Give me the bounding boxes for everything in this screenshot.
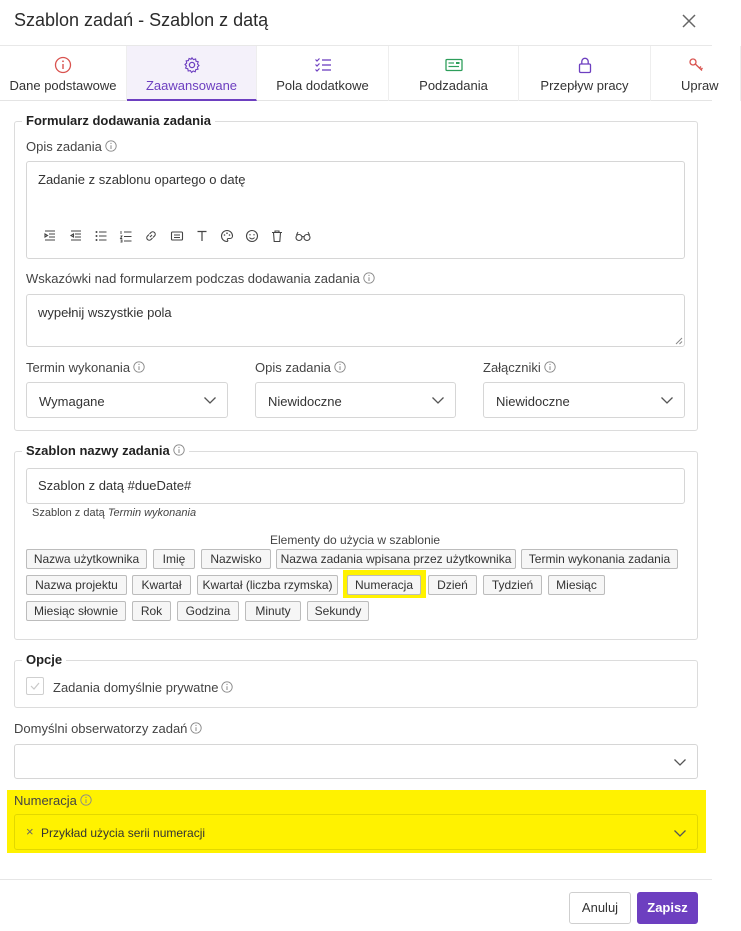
palette-icon[interactable] bbox=[220, 229, 234, 243]
tag-hour[interactable]: Godzina bbox=[177, 601, 239, 621]
chevron-down-icon bbox=[431, 395, 445, 405]
info-icon bbox=[544, 361, 556, 373]
cancel-button[interactable]: Anuluj bbox=[569, 892, 631, 924]
chevron-down-icon bbox=[673, 757, 687, 767]
link-icon[interactable] bbox=[144, 229, 158, 243]
tab-advanced[interactable] bbox=[127, 46, 257, 101]
hints-label: Wskazówki nad formularzem podczas dodawania zadania bbox=[26, 271, 375, 286]
tag-user-name[interactable]: Nazwa użytkownika bbox=[26, 549, 147, 569]
attachments-select[interactable] bbox=[483, 382, 685, 418]
dialog-title: Szablon zadań - Szablon z datą bbox=[14, 10, 269, 30]
chevron-down-icon bbox=[203, 395, 217, 405]
tab-extra-fields[interactable] bbox=[257, 46, 389, 101]
lock-icon bbox=[576, 56, 594, 74]
select-value: Wymagane bbox=[39, 394, 105, 409]
emoji-icon[interactable] bbox=[245, 229, 259, 243]
info-icon bbox=[133, 361, 145, 373]
tag-month[interactable]: Miesiąc bbox=[548, 575, 605, 595]
tab-permissions[interactable] bbox=[651, 46, 741, 101]
description-text[interactable]: Zadanie z szablonu opartego o datę bbox=[38, 172, 246, 187]
embed-icon[interactable] bbox=[170, 229, 184, 243]
tab-label: Podzadania bbox=[419, 78, 488, 93]
bullet-list-icon[interactable] bbox=[94, 229, 108, 243]
chevron-down-icon bbox=[673, 828, 687, 838]
tag-month-words[interactable]: Miesiąc słownie bbox=[26, 601, 126, 621]
numbering-label: Numeracja bbox=[14, 793, 92, 808]
hints-textarea[interactable] bbox=[26, 294, 685, 347]
info-icon bbox=[190, 722, 202, 734]
select-value: Niewidoczne bbox=[496, 394, 570, 409]
due-date-select[interactable] bbox=[26, 382, 228, 418]
observers-select[interactable] bbox=[14, 744, 698, 779]
remove-item-icon[interactable]: × bbox=[26, 824, 34, 839]
tag-week[interactable]: Tydzień bbox=[483, 575, 542, 595]
tab-label: Zaawansowane bbox=[145, 78, 238, 93]
preview-glasses-icon[interactable] bbox=[295, 229, 311, 243]
info-circle-icon bbox=[54, 56, 72, 74]
private-checkbox[interactable] bbox=[26, 677, 44, 695]
info-icon bbox=[105, 140, 117, 152]
tab-workflow[interactable] bbox=[519, 46, 651, 101]
description-label: Opis zadania bbox=[26, 139, 117, 154]
tag-day[interactable]: Dzień bbox=[428, 575, 477, 595]
tab-basic-data[interactable] bbox=[0, 46, 127, 101]
indent-icon[interactable] bbox=[43, 229, 57, 243]
tag-quarter-roman[interactable]: Kwartał (liczba rzymska) bbox=[197, 575, 338, 595]
resize-handle-icon[interactable] bbox=[674, 336, 683, 345]
tab-subtasks[interactable] bbox=[389, 46, 519, 101]
tab-label: Przepływ pracy bbox=[540, 78, 629, 93]
chevron-down-icon bbox=[660, 395, 674, 405]
info-icon bbox=[334, 361, 346, 373]
select-value: Niewidoczne bbox=[268, 394, 342, 409]
outdent-icon[interactable] bbox=[69, 229, 83, 243]
name-template-preview: Szablon z datą Termin wykonania bbox=[32, 507, 197, 519]
info-icon bbox=[173, 444, 185, 456]
checklist-icon bbox=[314, 56, 332, 74]
options-legend: Opcje bbox=[22, 652, 66, 667]
elements-title: Elementy do użycia w szablonie bbox=[270, 533, 441, 547]
tag-due-date[interactable]: Termin wykonania zadania bbox=[521, 549, 678, 569]
form-section-legend: Formularz dodawania zadania bbox=[22, 113, 215, 128]
numbering-selected-item: Przykład użycia serii numeracji bbox=[41, 826, 206, 840]
text-format-icon[interactable] bbox=[195, 229, 209, 243]
tag-task-name-by-user[interactable]: Nazwa zadania wpisana przez użytkownika bbox=[276, 549, 516, 569]
check-icon bbox=[29, 680, 41, 692]
footer-divider bbox=[0, 879, 712, 880]
card-icon bbox=[445, 56, 463, 74]
tag-last-name[interactable]: Nazwisko bbox=[201, 549, 271, 569]
desc-visibility-label: Opis zadania bbox=[255, 360, 346, 375]
due-date-label: Termin wykonania bbox=[26, 360, 145, 375]
tag-numbering[interactable]: Numeracja bbox=[347, 575, 421, 595]
observers-label: Domyślni obserwatorzy zadań bbox=[14, 721, 202, 736]
info-icon bbox=[80, 794, 92, 806]
numbered-list-icon[interactable] bbox=[119, 229, 133, 243]
tag-year[interactable]: Rok bbox=[132, 601, 171, 621]
save-button[interactable]: Zapisz bbox=[637, 892, 698, 924]
tag-seconds[interactable]: Sekundy bbox=[307, 601, 369, 621]
tab-label: Upraw bbox=[681, 78, 719, 93]
desc-visibility-select[interactable] bbox=[255, 382, 456, 418]
tag-minutes[interactable]: Minuty bbox=[245, 601, 301, 621]
attachments-label: Załączniki bbox=[483, 360, 556, 375]
info-icon bbox=[363, 272, 375, 284]
trash-icon[interactable] bbox=[270, 229, 284, 243]
tab-label: Pola dodatkowe bbox=[276, 78, 369, 93]
name-template-legend: Szablon nazwy zadania bbox=[22, 443, 189, 458]
close-icon[interactable] bbox=[680, 12, 698, 30]
hints-text[interactable]: wypełnij wszystkie pola bbox=[38, 305, 172, 320]
private-label: Zadania domyślnie prywatne bbox=[53, 680, 233, 695]
numbering-select[interactable] bbox=[14, 814, 698, 850]
tag-first-name[interactable]: Imię bbox=[153, 549, 195, 569]
tab-bar bbox=[0, 45, 719, 101]
info-icon bbox=[221, 681, 233, 693]
gear-icon bbox=[183, 56, 201, 74]
name-template-value[interactable]: Szablon z datą #dueDate# bbox=[38, 478, 192, 493]
tab-label: Dane podstawowe bbox=[9, 78, 117, 93]
tag-quarter[interactable]: Kwartał bbox=[132, 575, 191, 595]
permissions-icon bbox=[687, 56, 705, 74]
tag-project-name[interactable]: Nazwa projektu bbox=[26, 575, 127, 595]
